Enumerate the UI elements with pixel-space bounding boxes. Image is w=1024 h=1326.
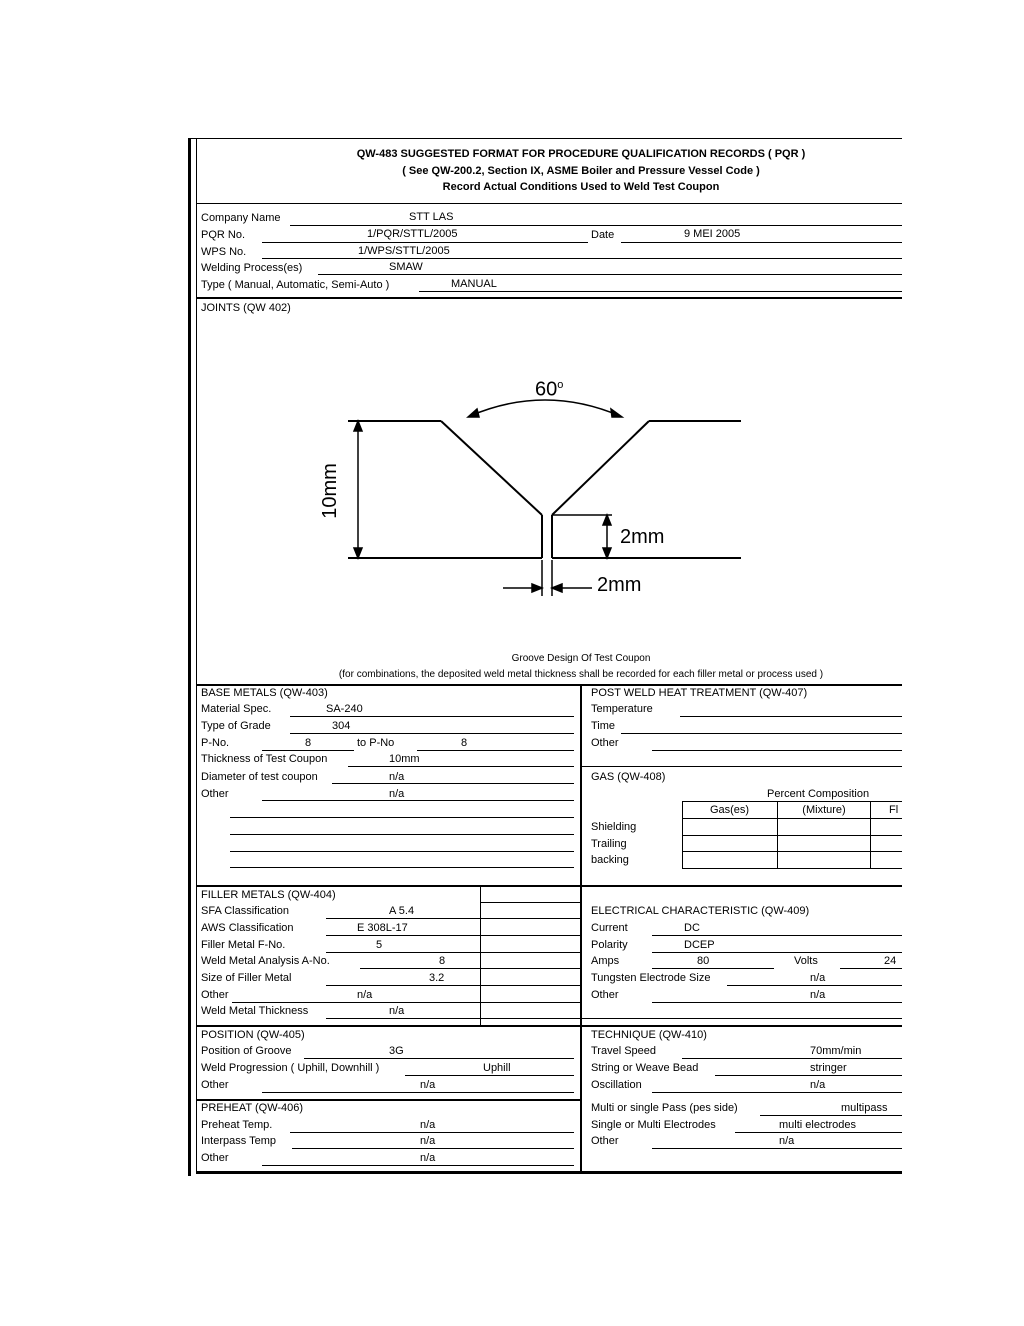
gas-table-row-2 <box>682 851 902 852</box>
form-subtitle: ( See QW-200.2, Section IX, ASME Boiler and Pressure Vessel Code ) <box>402 165 760 177</box>
weld-thickness-underline <box>326 1018 580 1019</box>
electrodes-value: multi electrodes <box>779 1119 857 1131</box>
material-spec-underline <box>290 716 574 717</box>
pwht-temperature-label: Temperature <box>591 703 653 715</box>
pwht-time-label: Time <box>591 720 616 732</box>
pwht-other-underline <box>652 750 902 751</box>
pwht-divider <box>582 766 902 767</box>
date-label: Date <box>591 229 615 241</box>
ano-value: 8 <box>439 955 446 967</box>
pno-label: P-No. <box>201 737 230 749</box>
pno-underline <box>262 750 354 751</box>
preheat-other-underline <box>262 1165 574 1166</box>
filler-extra-column-left <box>480 887 481 1025</box>
base-blank-line-3 <box>230 851 574 852</box>
pass-value: multipass <box>841 1102 888 1114</box>
to-pno-label: to P-No <box>357 737 395 749</box>
travel-speed-label: Travel Speed <box>591 1045 657 1057</box>
angle-value: 60 <box>535 378 558 401</box>
interpass-underline <box>292 1148 574 1149</box>
bead-label: String or Weave Bead <box>591 1062 699 1074</box>
volts-underline <box>840 968 902 969</box>
base-other-value: n/a <box>389 788 405 800</box>
position-section-divider <box>196 1025 902 1027</box>
technique-title: TECHNIQUE (QW-410) <box>591 1029 707 1041</box>
ano-label: Weld Metal Analysis A-No. <box>201 955 330 967</box>
filler-other-value: n/a <box>357 989 373 1001</box>
oscillation-label: Oscillation <box>591 1079 642 1091</box>
fno-value: 5 <box>376 939 383 951</box>
company-name-value: STT LAS <box>409 211 454 223</box>
base-other-underline <box>262 800 574 801</box>
root-gap-dim-label: 2mm <box>597 574 642 596</box>
polarity-value: DCEP <box>684 939 715 951</box>
aws-underline <box>326 935 580 936</box>
welding-process-label: Welding Process(es) <box>201 262 303 274</box>
tungsten-underline <box>727 985 902 986</box>
groove-caption: Groove Design Of Test Coupon <box>511 653 651 664</box>
oscillation-underline <box>652 1092 902 1093</box>
thickness-label: Thickness of Test Coupon <box>201 753 328 765</box>
position-title: POSITION (QW-405) <box>201 1029 305 1041</box>
gas-row-trailing: Trailing <box>591 838 627 850</box>
preheat-other-label: Other <box>201 1152 229 1164</box>
progression-underline <box>405 1075 574 1076</box>
preheat-section-divider <box>196 1099 582 1101</box>
groove-position-underline <box>304 1058 574 1059</box>
gap-arrow-right-head <box>552 584 562 592</box>
diameter-value: n/a <box>389 771 405 783</box>
diameter-label: Diameter of test coupon <box>201 771 318 783</box>
sfa-value: A 5.4 <box>389 905 415 917</box>
electrical-other-label: Other <box>591 989 619 1001</box>
wps-no-value: 1/WPS/STTL/2005 <box>358 245 450 257</box>
interpass-value: n/a <box>420 1135 436 1147</box>
filler-other-label: Other <box>201 989 229 1001</box>
angle-arrow-left <box>468 409 479 417</box>
groove-position-value: 3G <box>389 1045 404 1057</box>
thickness-arrow-bottom <box>354 548 362 558</box>
gas-title: GAS (QW-408) <box>591 771 666 783</box>
weld-thickness-label: Weld Metal Thickness <box>201 1005 309 1017</box>
pwht-other-label: Other <box>591 737 619 749</box>
material-spec-value: SA-240 <box>326 703 363 715</box>
gas-table-col-1 <box>682 801 683 868</box>
sfa-label: SFA Classification <box>201 905 290 917</box>
technique-other-underline <box>652 1148 902 1149</box>
gas-col-mixture: (Mixture) <box>802 804 846 816</box>
electrical-blank-line <box>582 1018 902 1019</box>
wps-no-label: WPS No. <box>201 246 247 258</box>
current-label: Current <box>591 922 628 934</box>
volts-value: 24 <box>884 955 897 967</box>
angle-label <box>535 374 563 401</box>
preheat-title: PREHEAT (QW-406) <box>201 1102 304 1114</box>
frame-bottom-border <box>196 1171 902 1174</box>
form-title: QW-483 SUGGESTED FORMAT FOR PROCEDURE QUALIFICATION RECORDS ( PQR ) <box>356 148 806 160</box>
gas-col-flow: Fl <box>889 804 899 816</box>
to-pno-value: 8 <box>461 737 468 749</box>
technique-other-value: n/a <box>779 1135 795 1147</box>
base-blank-line-4 <box>230 867 574 868</box>
amps-label: Amps <box>591 955 620 967</box>
form-subtitle-2: Record Actual Conditions Used to Weld Test Coupon <box>442 181 720 193</box>
thickness-arrow-top <box>354 421 362 431</box>
current-underline <box>652 935 902 936</box>
position-other-underline <box>262 1092 574 1093</box>
sfa-underline <box>326 918 580 919</box>
aws-label: AWS Classification <box>201 922 294 934</box>
filler-section-divider <box>196 885 902 887</box>
diameter-underline <box>332 783 574 784</box>
date-value: 9 MEI 2005 <box>684 228 741 240</box>
gas-table-row-1 <box>682 835 902 836</box>
to-pno-underline <box>417 750 574 751</box>
thickness-value: 10mm <box>389 753 420 765</box>
polarity-underline <box>652 952 902 953</box>
bevel-right-line <box>552 421 649 515</box>
preheat-temp-underline <box>290 1132 574 1133</box>
base-blank-line-1 <box>230 817 574 818</box>
progression-value: Uphill <box>483 1062 511 1074</box>
polarity-label: Polarity <box>591 939 628 951</box>
pqr-no-value: 1/PQR/STTL/2005 <box>367 228 458 240</box>
gas-table-col-3 <box>870 801 871 868</box>
pass-underline <box>760 1115 902 1116</box>
bead-underline <box>715 1075 902 1076</box>
travel-speed-underline <box>682 1058 902 1059</box>
gas-table-col-2 <box>777 801 778 868</box>
pwht-title: POST WELD HEAT TREATMENT (QW-407) <box>591 687 808 699</box>
gas-table-bottom <box>682 868 902 869</box>
fno-label: Filler Metal F-No. <box>201 939 286 951</box>
root-face-arrow-top <box>603 515 611 525</box>
type-value: MANUAL <box>451 278 497 290</box>
filler-other-underline <box>232 1002 580 1003</box>
technique-other-label: Other <box>591 1135 619 1147</box>
aws-value: E 308L-17 <box>357 922 408 934</box>
pwht-temperature-underline <box>680 716 902 717</box>
gas-table-top <box>682 801 902 802</box>
electrical-other-value: n/a <box>810 989 826 1001</box>
filler-title-underline <box>480 902 580 903</box>
thickness-dim-label: 10mm <box>318 463 341 519</box>
position-other-label: Other <box>201 1079 229 1091</box>
size-label: Size of Filler Metal <box>201 972 292 984</box>
joints-title: JOINTS (QW 402) <box>201 302 291 314</box>
groove-position-label: Position of Groove <box>201 1045 292 1057</box>
root-face-arrow-bottom <box>603 548 611 558</box>
grade-underline <box>290 733 574 734</box>
gap-arrow-left-head <box>532 584 542 592</box>
root-face-dim-label: 2mm <box>620 526 665 548</box>
travel-speed-value: 70mm/min <box>810 1045 862 1057</box>
size-underline <box>326 985 580 986</box>
angle-degree-symbol: o <box>557 379 564 391</box>
interpass-label: Interpass Temp <box>201 1135 277 1147</box>
grade-value: 304 <box>332 720 351 732</box>
joints-note: (for combinations, the deposited weld metal thickness shall be recorded for each filler metal or process used ) <box>338 669 824 680</box>
tungsten-value: n/a <box>810 972 826 984</box>
gas-row-shielding: Shielding <box>591 821 637 833</box>
preheat-other-value: n/a <box>420 1152 436 1164</box>
company-name-label: Company Name <box>201 212 281 224</box>
amps-value: 80 <box>697 955 710 967</box>
percent-composition-label: Percent Composition <box>767 788 870 800</box>
ano-underline <box>360 968 580 969</box>
angle-arc <box>470 400 620 416</box>
preheat-temp-label: Preheat Temp. <box>201 1119 273 1131</box>
weld-thickness-value: n/a <box>389 1005 405 1017</box>
fno-underline <box>326 952 580 953</box>
gas-table-header-bottom <box>682 818 902 819</box>
oscillation-value: n/a <box>810 1079 826 1091</box>
thickness-underline <box>348 766 574 767</box>
amps-underline <box>652 968 774 969</box>
preheat-temp-value: n/a <box>420 1119 436 1131</box>
bevel-left-line <box>441 421 542 515</box>
electrodes-underline <box>735 1132 902 1133</box>
base-blank-line-2 <box>230 834 574 835</box>
gas-row-backing: backing <box>591 854 629 866</box>
electrical-title: ELECTRICAL CHARACTERISTIC (QW-409) <box>591 905 810 917</box>
position-other-value: n/a <box>420 1079 436 1091</box>
size-value: 3.2 <box>429 972 445 984</box>
joints-divider <box>196 684 902 686</box>
pqr-no-label: PQR No. <box>201 229 246 241</box>
filler-title: FILLER METALS (QW-404) <box>201 889 336 901</box>
angle-arrow-right <box>611 409 622 417</box>
current-value: DC <box>684 922 700 934</box>
pass-label: Multi or single Pass (pes side) <box>591 1102 738 1114</box>
base-metals-title: BASE METALS (QW-403) <box>201 687 328 699</box>
progression-label: Weld Progression ( Uphill, Downhill ) <box>201 1062 380 1074</box>
tungsten-label: Tungsten Electrode Size <box>591 972 711 984</box>
bead-value: stringer <box>810 1062 847 1074</box>
gas-col-gases: Gas(es) <box>709 804 750 816</box>
welding-process-value: SMAW <box>389 261 423 273</box>
electrodes-label: Single or Multi Electrodes <box>591 1119 716 1131</box>
type-label: Type ( Manual, Automatic, Semi-Auto ) <box>201 279 390 291</box>
base-other-label: Other <box>201 788 229 800</box>
material-spec-label: Material Spec. <box>201 703 272 715</box>
pno-value: 8 <box>305 737 312 749</box>
pwht-time-underline <box>621 733 902 734</box>
grade-label: Type of Grade <box>201 720 271 732</box>
volts-label: Volts <box>794 955 818 967</box>
electrical-other-underline <box>652 1002 902 1003</box>
